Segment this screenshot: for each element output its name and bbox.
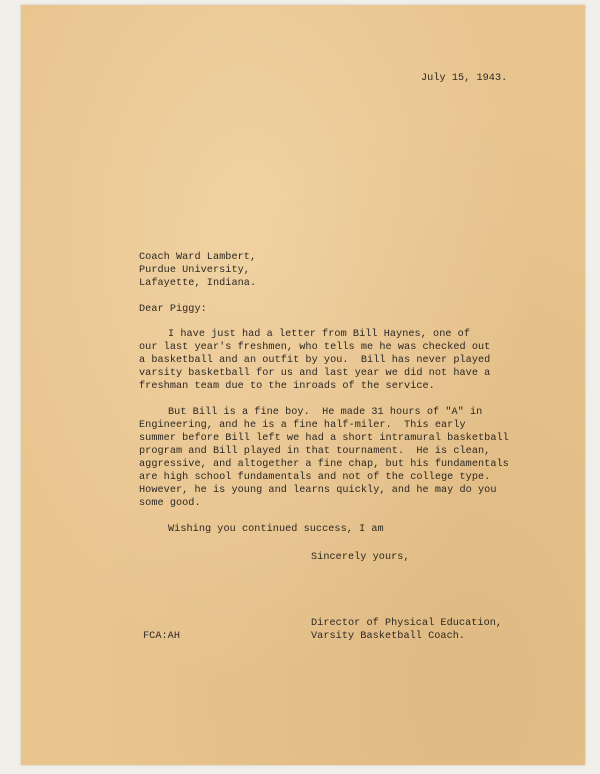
paragraph-line: But Bill is a fine boy. He made 31 hours of "A" in [168, 407, 483, 418]
paragraph-line: freshman team due to the inroads of the service. [139, 381, 435, 392]
recipient-line: Purdue University, [139, 265, 250, 276]
paragraph-line: our last year's freshmen, who tells me he was checked out [139, 342, 491, 353]
complimentary-close: Sincerely yours, [311, 552, 410, 563]
signature-title: Varsity Basketball Coach. [311, 631, 466, 642]
signature-title: Director of Physical Education, [311, 618, 503, 629]
paragraph-line: aggressive, and altogether a fine chap, but his fundamentals [139, 459, 509, 470]
paragraph-line: Engineering, and he is a fine half-miler. This early [139, 420, 466, 431]
paragraph-line: a basketball and an outfit by you. Bill has never played [139, 355, 491, 366]
letter-date: July 15, 1943. [421, 73, 508, 84]
paragraph-line: varsity basketball for us and last year we did not have a [139, 368, 491, 379]
recipient-line: Coach Ward Lambert, [139, 252, 257, 263]
paragraph-line: some good. [139, 498, 201, 509]
salutation: Dear Piggy: [139, 304, 207, 315]
paragraph-line: However, he is young and learns quickly, and he may do you [139, 485, 497, 496]
paragraph-line: summer before Bill left we had a short intramural basketball [139, 433, 509, 444]
closing-wish: Wishing you continued success, I am [168, 524, 384, 535]
paragraph-line: program and Bill played in that tournament. He is clean, [139, 446, 491, 457]
paragraph-line: I have just had a letter from Bill Haynes, one of [168, 329, 471, 340]
reference-initials: FCA:AH [143, 631, 180, 642]
letter-page [21, 5, 585, 765]
recipient-line: Lafayette, Indiana. [139, 278, 257, 289]
paragraph-line: are high school fundamentals and not of the college type. [139, 472, 491, 483]
